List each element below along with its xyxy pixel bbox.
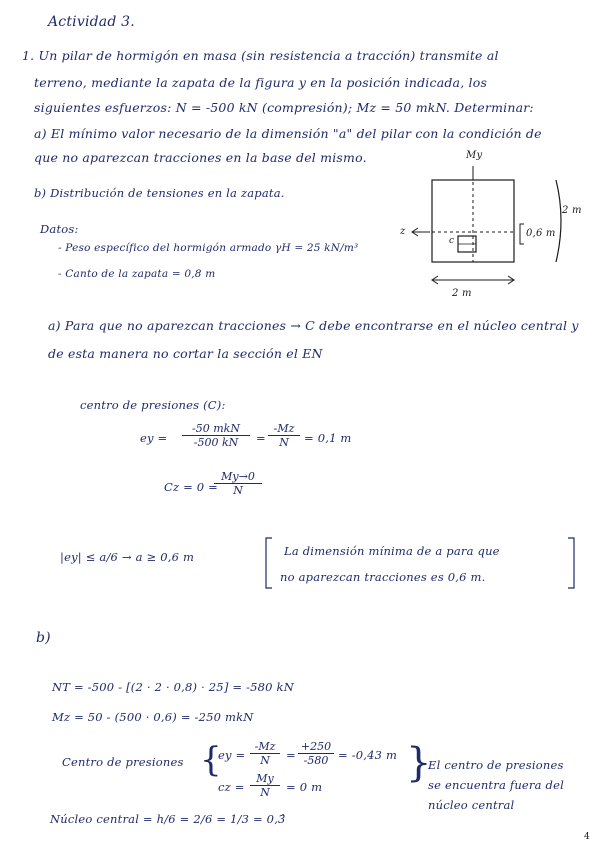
activity-title: Actividad 3. bbox=[48, 14, 135, 30]
part-b-ey-equals: = bbox=[286, 748, 296, 762]
brace-right: } bbox=[406, 740, 432, 786]
part-a-intro-2: de esta manera no cortar la sección el EN bbox=[48, 346, 323, 361]
part-a-intro-1: a) Para que no aparezcan tracciones → C debe encontrarse en el núcleo central y bbox=[48, 318, 579, 333]
part-b-centro-label: Centro de presiones bbox=[62, 755, 184, 769]
part-a-centro-title: centro de presiones (C): bbox=[80, 398, 226, 412]
fraction-numerator: My→0 bbox=[214, 470, 262, 484]
part-b-ey-fraction-2 bbox=[298, 740, 334, 767]
problem-line-1: 1. Un pilar de hormigón en masa (sin resistencia a tracción) transmite al bbox=[22, 48, 499, 63]
part-b-ey-result: = -0,43 m bbox=[338, 748, 398, 762]
fraction-denominator: N bbox=[260, 786, 270, 799]
part-b-ey-fraction-1 bbox=[250, 740, 280, 767]
part-b-cz-label: cz = bbox=[218, 780, 245, 794]
fraction-denominator: N bbox=[233, 484, 243, 497]
figure-dim-inner: 0,6 m bbox=[526, 228, 556, 239]
fraction-denominator: N bbox=[260, 754, 270, 767]
part-a-conclusion-1: La dimensión mínima de a para que bbox=[284, 544, 500, 558]
fraction-numerator: -Mz bbox=[250, 740, 280, 754]
datos-item-2: - Canto de la zapata = 0,8 m bbox=[58, 268, 216, 280]
figure-label-my: My bbox=[466, 150, 483, 161]
problem-line-6: b) Distribución de tensiones en la zapata. bbox=[34, 186, 285, 200]
part-a-ey-equals: = bbox=[256, 431, 266, 445]
fraction-numerator: +250 bbox=[298, 740, 334, 754]
part-b-cz-fraction bbox=[250, 772, 280, 799]
figure-dim-right: 2 m bbox=[562, 205, 582, 216]
page-mark: 4 bbox=[584, 832, 590, 842]
datos-title: Datos: bbox=[40, 222, 79, 236]
part-a-conclusion-2: no aparezcan tracciones es 0,6 m. bbox=[280, 570, 486, 584]
figure-dim-bottom: 2 m bbox=[452, 288, 472, 299]
part-b-mz-line: Mz = 50 - (500 · 0,6) = -250 mkN bbox=[52, 710, 254, 724]
part-a-inequality: |ey| ≤ a/6 → a ≥ 0,6 m bbox=[60, 550, 195, 564]
part-b-cz-result: = 0 m bbox=[286, 780, 323, 794]
fraction-denominator: -500 kN bbox=[193, 436, 239, 449]
figure-label-c: c bbox=[449, 236, 455, 246]
part-b-label: b) bbox=[36, 630, 51, 646]
problem-line-5: que no aparezcan tracciones en la base del mismo. bbox=[34, 150, 367, 165]
fraction-denominator: -580 bbox=[303, 754, 329, 767]
figure-label-z: z bbox=[400, 226, 406, 237]
datos-item-1: - Peso específico del hormigón armado γH = 25 kN/m³ bbox=[58, 242, 359, 254]
part-b-nt-line: NT = -500 - [(2 · 2 · 0,8) · 25] = -580 kN bbox=[52, 680, 294, 694]
fraction-numerator: My bbox=[250, 772, 280, 786]
fraction-denominator: N bbox=[279, 436, 289, 449]
brace-left: { bbox=[200, 740, 222, 780]
part-b-note-2: se encuentra fuera del bbox=[428, 778, 564, 792]
fraction-numerator: -Mz bbox=[268, 422, 300, 436]
part-a-cz-label: Cz = 0 = bbox=[164, 480, 219, 494]
part-b-nucleo-line: Núcleo central = h/6 = 2/6 = 1/3 = 0,3̂ bbox=[50, 812, 286, 826]
problem-line-2: terreno, mediante la zapata de la figura y en la posición indicada, los bbox=[34, 75, 488, 90]
fraction-numerator: -50 mkN bbox=[182, 422, 250, 436]
part-a-ey-result: = 0,1 m bbox=[304, 431, 352, 445]
part-b-note-1: El centro de presiones bbox=[428, 758, 564, 772]
part-a-ey-label: ey = bbox=[140, 431, 168, 445]
problem-line-4: a) El mínimo valor necesario de la dimensión "a" del pilar con la condición de bbox=[34, 126, 542, 141]
problem-line-3: siguientes esfuerzos: N = -500 kN (compresión); Mz = 50 mkN. Determinar: bbox=[34, 100, 534, 115]
part-b-ey-label: ey = bbox=[218, 748, 246, 762]
part-b-note-3: núcleo central bbox=[428, 798, 515, 812]
